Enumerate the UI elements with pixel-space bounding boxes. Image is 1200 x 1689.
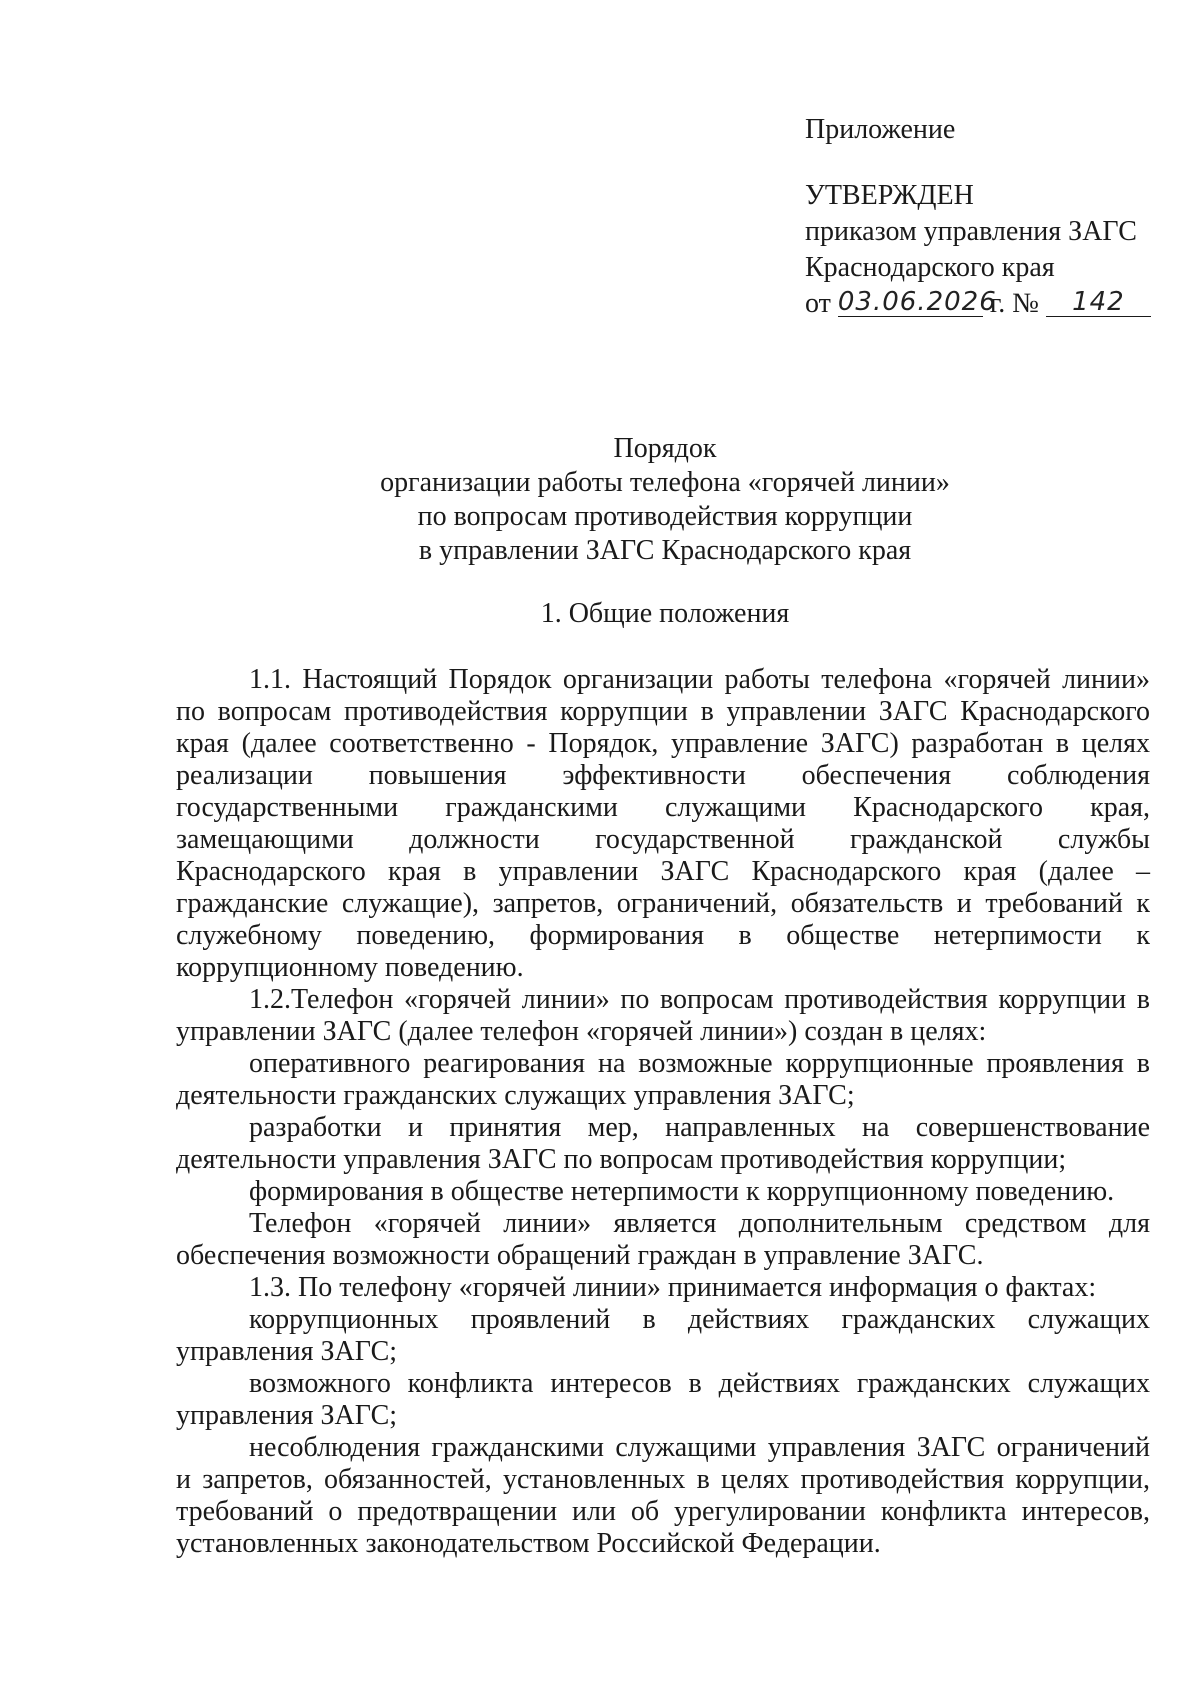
paragraph: оперативного реагирования на возможные коррупционные проявления в деятельности гражданских служащих управления ЗАГС; xyxy=(176,1048,1150,1111)
order-date-line xyxy=(805,286,1151,322)
appendix-label: Приложение xyxy=(805,114,956,145)
order-line-1: приказом управления ЗАГС xyxy=(805,216,1137,247)
approval-block xyxy=(805,112,1151,322)
approved-label: УТВЕРЖДЕН xyxy=(805,180,974,211)
title-line-1: Порядок xyxy=(613,433,717,464)
number-blank xyxy=(1046,286,1151,317)
title-line-3: по вопросам противодействия коррупции xyxy=(417,501,913,532)
paragraph: возможного конфликта интересов в действиях гражданских служащих управления ЗАГС; xyxy=(176,1368,1150,1431)
section-heading: 1. Общие положения xyxy=(540,598,790,629)
title-line-2: организации работы телефона «горячей линии» xyxy=(380,467,950,498)
paragraph: коррупционных проявлений в действиях гражданских служащих управления ЗАГС; xyxy=(176,1304,1150,1367)
handwritten-number: 142 xyxy=(1072,287,1125,317)
title-line-4: в управлении ЗАГС Краснодарского края xyxy=(418,535,912,566)
paragraph: 1.3. По телефону «горячей линии» принимается информация о фактах: xyxy=(249,1272,1097,1303)
document-body xyxy=(176,664,1150,1560)
paragraph: несоблюдения гражданскими служащими управления ЗАГС ограничений и запретов, обязанностей, установленных в целях противодействия коррупции, требований о предотвращении или об урегулировании конфликта интересов, установленных законодательством Российской Федерации. xyxy=(176,1432,1150,1559)
paragraph: 1.1. Настоящий Порядок организации работы телефона «горячей линии» по вопросам противодействия коррупции в управлении ЗАГС Краснодарского края (далее соответственно - Порядок, управление ЗАГС) разработан в целях реализации повышения эффективности обеспечения соблюдения государственными гражданскими служащими Краснодарского края, замещающими должности государственной гражданской службы Краснодарского края в управлении ЗАГС Краснодарского края (далее – гражданские служащие), запретов, ограничений, обязательств и требований к служебному поведению, формирования в обществе нетерпимости к коррупционному поведению. xyxy=(176,664,1150,983)
paragraph: 1.2.Телефон «горячей линии» по вопросам противодействия коррупции в управлении ЗАГС (далее телефон «горячей линии») создан в целях: xyxy=(176,984,1150,1047)
paragraph: формирования в обществе нетерпимости к коррупционному поведению. xyxy=(249,1176,1115,1207)
document-title xyxy=(0,432,1200,568)
handwritten-date: 03.06.2026 xyxy=(837,287,997,317)
paragraph: Телефон «горячей линии» является дополнительным средством для обеспечения возможности обращений граждан в управление ЗАГС. xyxy=(176,1208,1150,1271)
order-line-2: Краснодарского края xyxy=(805,252,1055,283)
paragraph: разработки и принятия мер, направленных на совершенствование деятельности управления ЗАГС по вопросам противодействия коррупции; xyxy=(176,1112,1150,1175)
year-number-label: г. № xyxy=(989,288,1039,319)
from-label: от xyxy=(805,288,831,319)
date-blank xyxy=(837,286,997,317)
